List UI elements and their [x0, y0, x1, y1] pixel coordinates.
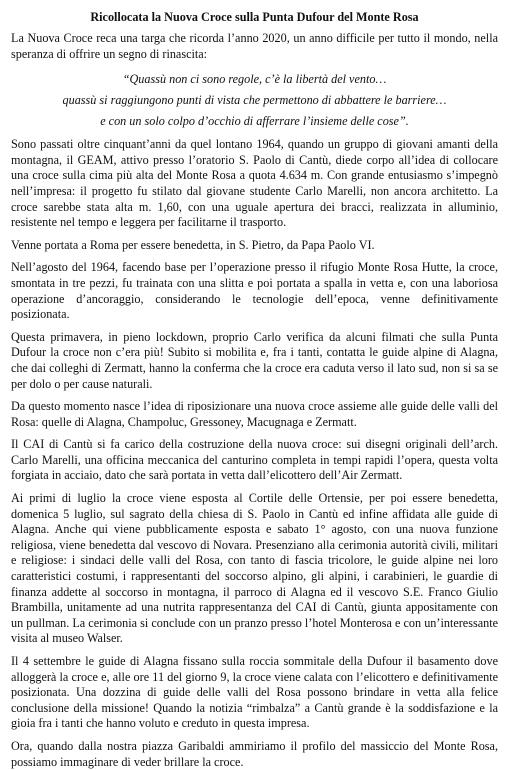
body-paragraph-idea: Da questo momento nasce l’idea di riposizionare una nuova croce assieme alle guide delle valli del Rosa: quelle di Alagna, Champoluc, Gressoney, Macugnaga e Zermatt.	[11, 399, 498, 429]
article-title: Ricollocata la Nuova Croce sulla Punta Dufour del Monte Rosa	[90, 10, 419, 24]
quote-line: “Quassù non ci sono regole, c’è la libertà del vento…	[122, 72, 387, 87]
body-paragraph-rome: Venne portata a Roma per essere benedetta, in S. Pietro, da Papa Paolo VI.	[11, 237, 375, 252]
body-paragraph-september: Il 4 settembre le guide di Alagna fissano sulla roccia sommitale della Dufour il basamento dove alloggerà la croce e, alle ore 11 del giorno 9, la croce viene calata con l’elicottero e definitivamente posizionata. Una dozzina di guide delle valli del Rosa possono brindare in vetta alla felice conclusione della missione! Quando la notizia “rimbalza” a Cantù grande è la soddisfazione e la gioia fra i tanti che hanno voluto e creduto in questa impresa.	[11, 654, 498, 731]
body-paragraph-history: Sono passati oltre cinquant’anni da quel lontano 1964, quando un gruppo di giovani amanti della montagna, il GEAM, attivo presso l’oratorio S. Paolo di Cantù, diede corpo all’idea di collocare una croce sulla cima più alta del Monte Rosa a quota 4.634 m. Con grande entusiasmo s’impegnò nell’impresa: il progetto fu stilato dal giovane studente Carlo Marelli, non ancora architetto. La croce sarebbe stata alta m. 1,60, con una uguale apertura dei bracci, realizzata in alluminio, resistente nel tempo e leggera per facilitarne il trasporto.	[11, 137, 498, 230]
body-paragraph-cai: Il CAI di Cantù si fa carico della costruzione della nuova croce: sui disegni originali dell’arch. Carlo Marelli, una officina meccanica del canturino completa in tempi rapidi l’opera, questa volta forgiata in acciaio, dato che sarà portata in vetta dall’elicottero dell’Air Zermatt.	[11, 437, 498, 483]
body-paragraph-closing: Ora, quando dalla nostra piazza Garibaldi ammiriamo il profilo del massiccio del Monte Rosa, possiamo immaginare di veder brillare la croce.	[11, 738, 498, 769]
quote-line: e con un solo colpo d’occhio di afferrare l’insieme delle cose”.	[100, 114, 409, 129]
body-paragraph-lockdown: Questa primavera, in pieno lockdown, proprio Carlo verifica da alcuni filmati che sulla Punta Dufour la croce non c’era più! Subito si mobilita e, fra i tanti, contatta le guide alpine di Alagna, che dai colleghi di Zermatt, hanno la conferma che la croce era caduta verso il lato sud, non si sa se per dolo o per cause naturali.	[11, 329, 498, 391]
body-paragraph-1964: Nell’agosto del 1964, facendo base per l’operazione presso il rifugio Monte Rosa Hutte, la croce, smontata in tre pezzi, fu trainata con una slitta e poi portata a spalla in vetta e, con una laboriosa operazione d’ancoraggio, considerando le tecnologie dell’epoca, venne definitivamente posizionata.	[11, 260, 498, 322]
intro-paragraph: La Nuova Croce reca una targa che ricorda l’anno 2020, un anno difficile per tutto il mondo, nella speranza di offrire un segno di rinascita:	[11, 31, 498, 61]
quote-line: quassù si raggiungono punti di vista che permettono di abbattere le barriere…	[62, 93, 447, 108]
plaque-quote	[11, 69, 498, 132]
body-paragraph-ceremony: Ai primi di luglio la croce viene esposta al Cortile delle Ortensie, per poi essere benedetta, domenica 5 luglio, sul sagrato della chiesa di S. Paolo in Cantù ed infine affidata alle guide di Alagna. Anche qui viene pubblicamente esposta e sabato 1° agosto, con una nuova funzione religiosa, viene benedetta dal vescovo di Novara. Presenziano alla cerimonia autorità civili, militari e religiose: i sindaci delle valli del Rosa, con tanto di fascia tricolore, le guide alpine nei loro caratteristici costumi, i rappresentanti del soccorso alpino, gli alpini, i carabinieri, le guardie di finanza addette al soccorso in montagna, il parroco di Alagna ed il vescovo S.E. Franco Giulio Brambilla, unitamente ad una nutrita rappresentanza del CAI di Cantù, giunta appositamente con un pullman. La cerimonia si conclude con un pranzo presso l’hotel Monterosa e con un’interessante visita al museo Walser.	[11, 491, 498, 646]
